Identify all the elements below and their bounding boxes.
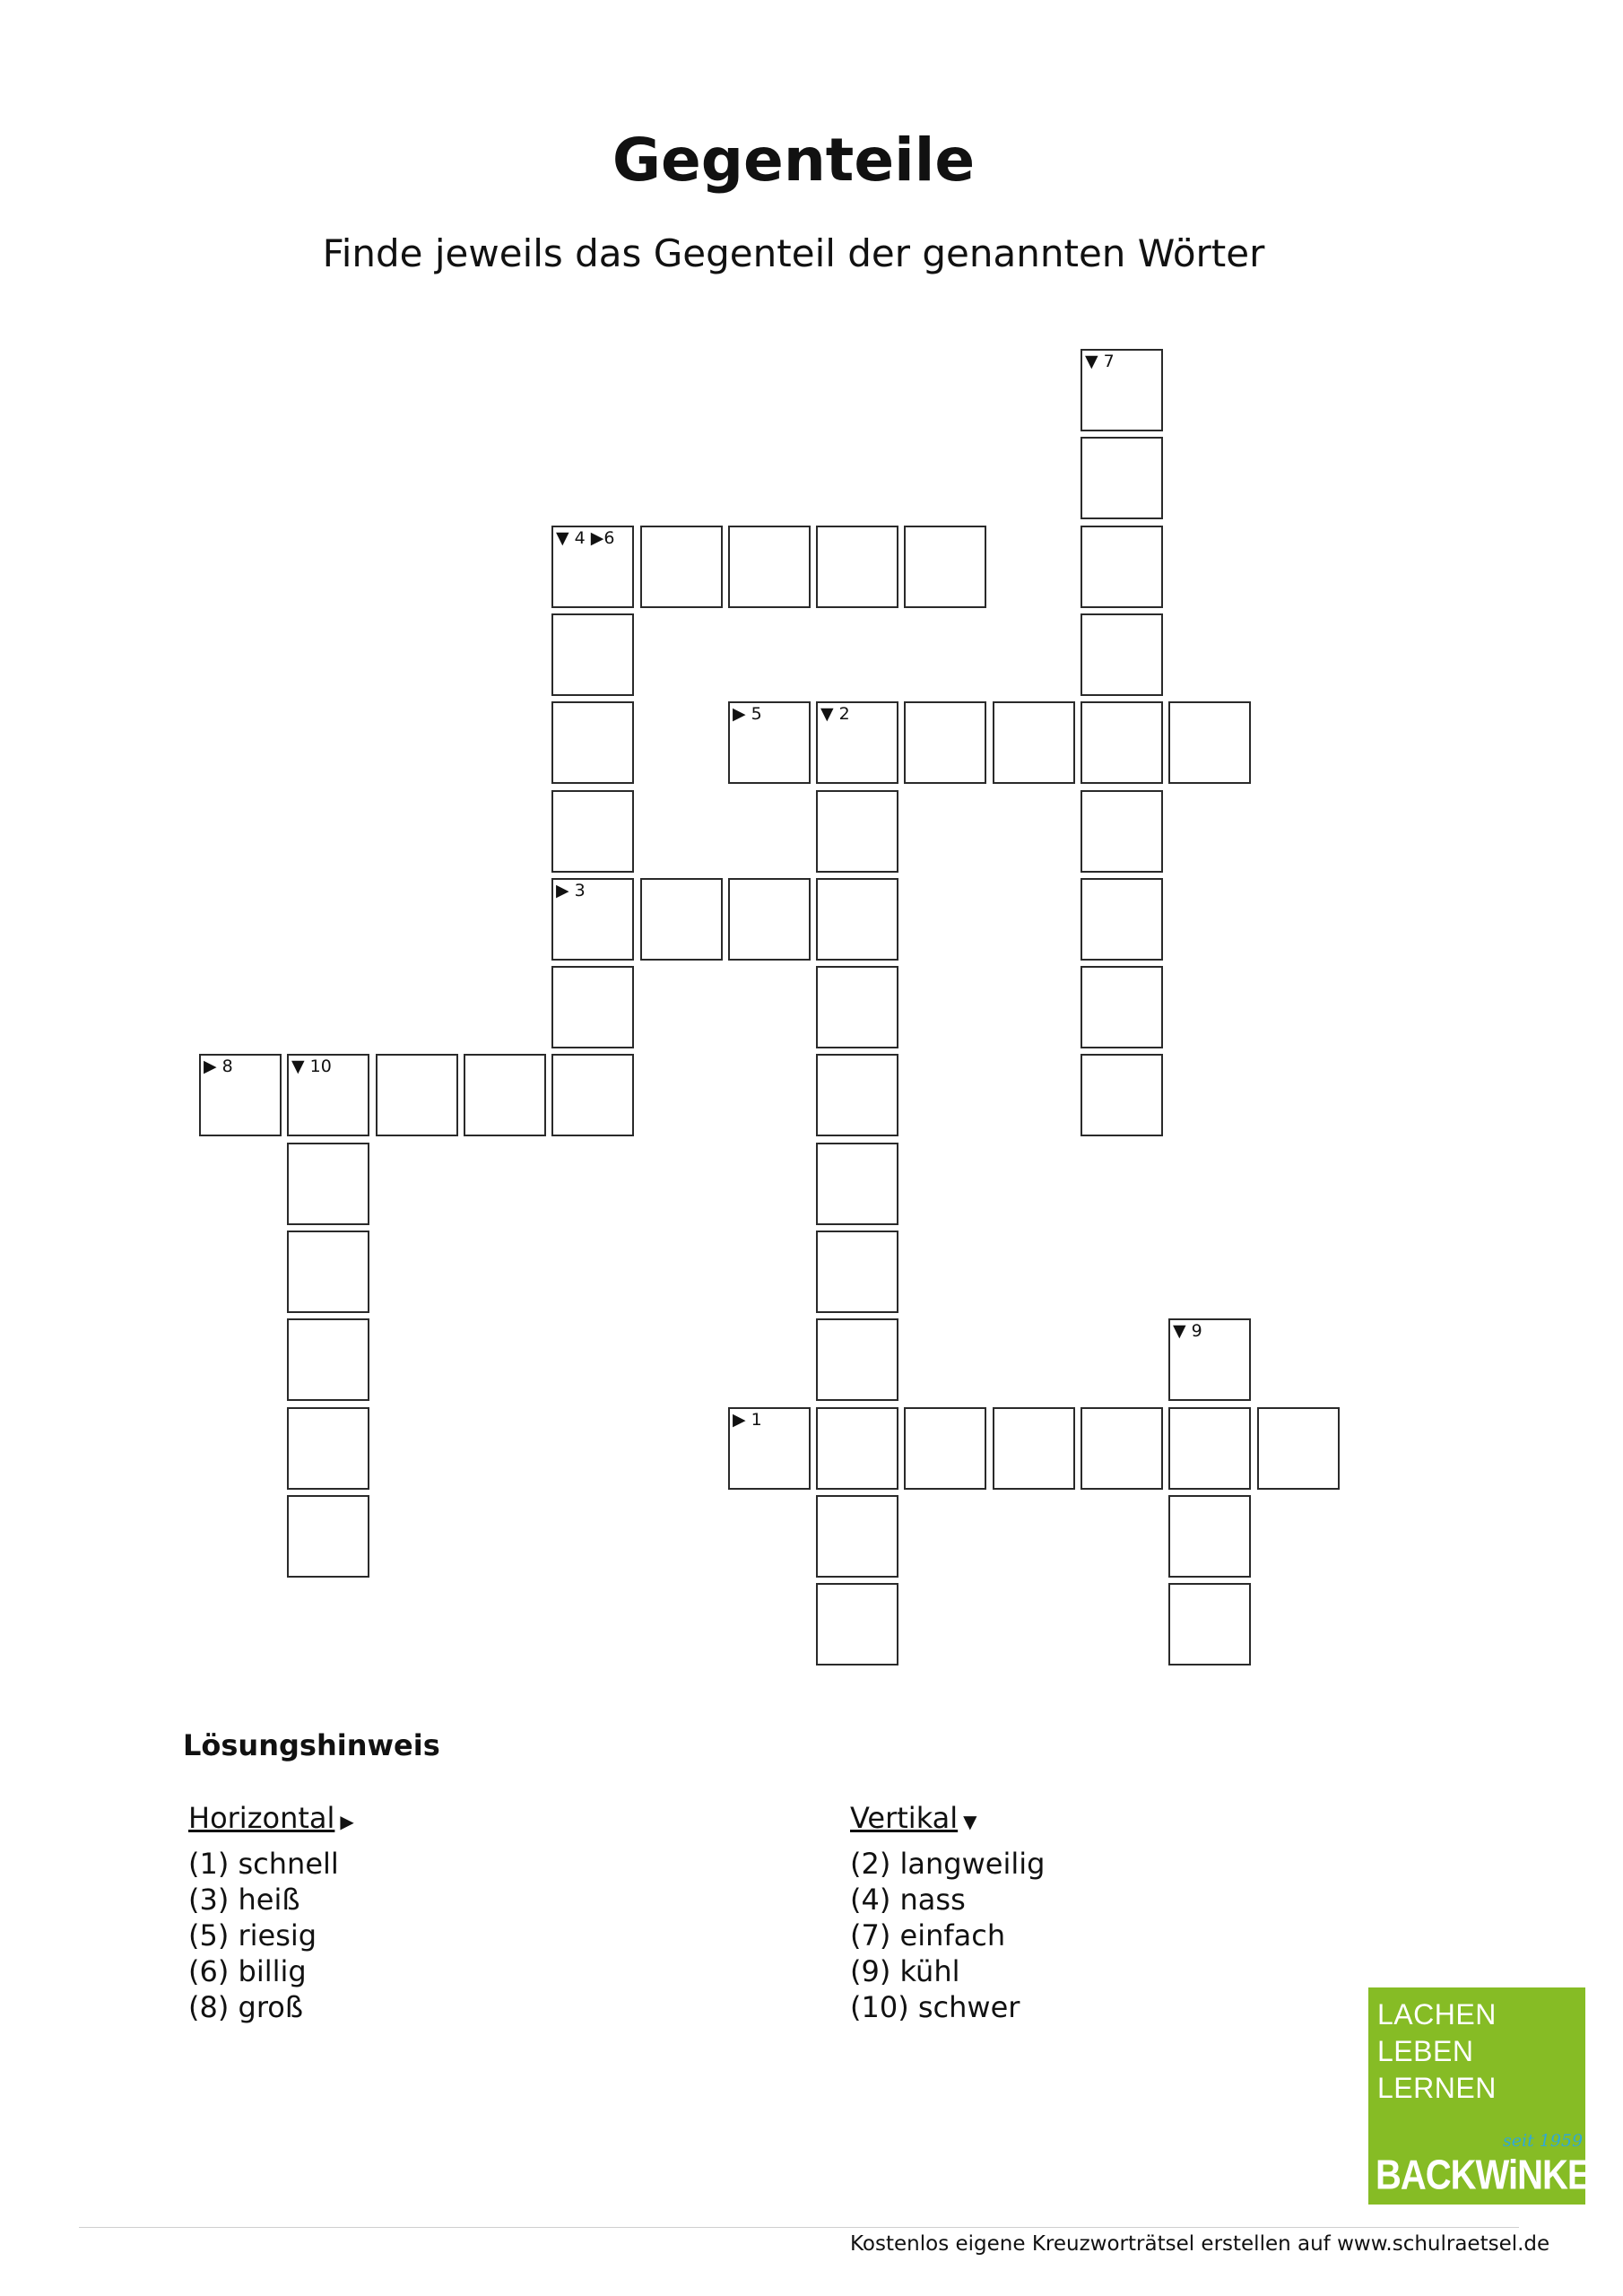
grid-cell[interactable]: [1168, 1495, 1251, 1578]
grid-cell[interactable]: [816, 1495, 898, 1578]
clue-number-label: ▶ 1: [733, 1410, 762, 1430]
grid-cell[interactable]: [1081, 790, 1163, 873]
clue-number-label: ▼ 2: [820, 704, 850, 724]
clue-number-label: ▼ 7: [1085, 352, 1115, 371]
clue-number-label: ▶ 5: [733, 704, 762, 724]
clue-number-label: ▶ 8: [204, 1057, 233, 1076]
grid-cell[interactable]: [816, 966, 898, 1048]
grid-cell[interactable]: [904, 1407, 986, 1490]
grid-cell[interactable]: [904, 526, 986, 608]
grid-cell[interactable]: [904, 701, 986, 784]
grid-cell[interactable]: [1081, 878, 1163, 961]
clue-item: (5) riesig: [188, 1918, 317, 1952]
grid-cell[interactable]: [551, 1054, 634, 1136]
grid-cell[interactable]: [1081, 437, 1163, 519]
clue-item: (8) groß: [188, 1990, 303, 2024]
grid-cell[interactable]: [551, 790, 634, 873]
horizontal-clues: [188, 1846, 339, 2025]
hints-heading: Lösungshinweis: [183, 1728, 440, 1762]
horizontal-heading: [188, 1801, 354, 1835]
grid-cell[interactable]: [640, 878, 723, 961]
vertical-heading: [850, 1801, 977, 1835]
grid-cell[interactable]: [287, 1231, 369, 1313]
grid-cell[interactable]: [1168, 1583, 1251, 1665]
grid-cell[interactable]: [816, 1583, 898, 1665]
grid-cell[interactable]: [1081, 613, 1163, 696]
footer-text: Kostenlos eigene Kreuzworträtsel erstellen auf www.schulraetsel.de: [850, 2232, 1550, 2256]
grid-cell[interactable]: [287, 1143, 369, 1225]
clue-number-label: ▼ 4 ▶6: [556, 528, 615, 548]
grid-cell[interactable]: [287, 1054, 369, 1136]
grid-cell[interactable]: [640, 526, 723, 608]
grid-cell[interactable]: [551, 878, 634, 961]
grid-cell[interactable]: [1081, 966, 1163, 1048]
grid-cell[interactable]: [1081, 526, 1163, 608]
grid-cell[interactable]: [199, 1054, 282, 1136]
logo-line: LEBEN: [1377, 2035, 1474, 2067]
grid-cell[interactable]: [464, 1054, 546, 1136]
grid-cell[interactable]: [816, 1143, 898, 1225]
grid-cell[interactable]: [816, 1318, 898, 1401]
clue-item: (6) billig: [188, 1954, 307, 1988]
right-arrow-icon: ▶: [340, 1811, 354, 1832]
clue-number-label: ▼ 9: [1173, 1321, 1202, 1341]
grid-cell[interactable]: [1168, 701, 1251, 784]
logo-line: LERNEN: [1377, 2072, 1497, 2104]
grid-cell[interactable]: [993, 1407, 1075, 1490]
page-subtitle: Finde jeweils das Gegenteil der genannten Wörter: [322, 231, 1265, 275]
grid-cell[interactable]: [551, 966, 634, 1048]
backwinkel-logo: [1368, 1987, 1611, 2205]
grid-cell[interactable]: [287, 1495, 369, 1578]
logo-since: seit 1959: [1503, 2131, 1584, 2151]
clue-item: (10) schwer: [850, 1990, 1020, 2024]
grid-cell[interactable]: [1081, 1054, 1163, 1136]
grid-cell[interactable]: [728, 1407, 811, 1490]
grid-cell[interactable]: [816, 1054, 898, 1136]
clue-item: (3) heiß: [188, 1883, 300, 1917]
grid-cell[interactable]: [1081, 1407, 1163, 1490]
grid-cell[interactable]: [1081, 349, 1163, 431]
grid-cell[interactable]: [1168, 1318, 1251, 1401]
clue-item: (9) kühl: [850, 1954, 960, 1988]
grid-cell[interactable]: [376, 1054, 458, 1136]
grid-cell[interactable]: [728, 701, 811, 784]
grid-cell[interactable]: [816, 1231, 898, 1313]
grid-cell[interactable]: [1081, 701, 1163, 784]
grid-cell[interactable]: [287, 1407, 369, 1490]
vertical-heading-label: Vertikal: [850, 1801, 959, 1835]
grid-cell[interactable]: [993, 701, 1075, 784]
grid-cell[interactable]: [551, 701, 634, 784]
grid-cell[interactable]: [816, 790, 898, 873]
clue-number-label: ▶ 3: [556, 881, 586, 900]
grid-cell[interactable]: [1257, 1407, 1340, 1490]
grid-cell[interactable]: [816, 878, 898, 961]
grid-cell[interactable]: [816, 526, 898, 608]
grid-cell[interactable]: [1168, 1407, 1251, 1490]
grid-cell[interactable]: [728, 878, 811, 961]
footer-divider: [79, 2227, 1519, 2228]
down-arrow-icon: ▼: [963, 1811, 977, 1832]
grid-cell[interactable]: [551, 613, 634, 696]
clue-number-label: ▼ 10: [291, 1057, 332, 1076]
clue-item: (4) nass: [850, 1883, 966, 1917]
logo-brand: BACKWiNKEL: [1376, 2152, 1611, 2198]
vertical-clues: [850, 1846, 1045, 2025]
grid-cell[interactable]: [728, 526, 811, 608]
grid-cell[interactable]: [287, 1318, 369, 1401]
clue-item: (2) langweilig: [850, 1847, 1046, 1881]
horizontal-heading-label: Horizontal: [188, 1801, 335, 1835]
logo-line: LACHEN: [1377, 1998, 1497, 2031]
grid-cell[interactable]: [551, 526, 634, 608]
clue-item: (7) einfach: [850, 1918, 1006, 1952]
grid-cell[interactable]: [816, 1407, 898, 1490]
clue-item: (1) schnell: [188, 1847, 339, 1881]
page-title: Gegenteile: [612, 126, 976, 195]
grid-cell[interactable]: [816, 701, 898, 784]
